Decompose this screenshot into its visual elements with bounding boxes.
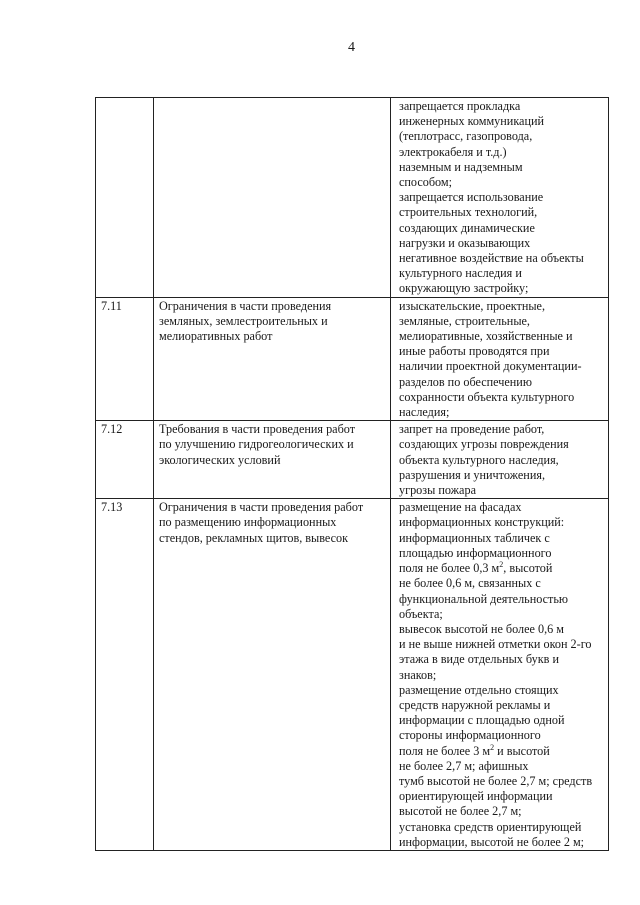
title-line: стендов, рекламных щитов, вывесок (159, 530, 349, 545)
content-line: создающих угрозы повреждения (399, 437, 569, 452)
row-title-cell (154, 499, 391, 851)
restrictions-table (95, 97, 609, 851)
content-line: электрокабеля и т.д.) (399, 144, 507, 159)
row-number-cell: 7.11 (96, 297, 154, 421)
content-line: негативное воздействие на объекты (399, 251, 584, 266)
content-line: запрещается прокладка (399, 99, 521, 113)
content-line: вывесок высотой не более 0,6 м (399, 621, 564, 636)
table-row (96, 98, 609, 298)
table-row (96, 499, 609, 851)
content-line: информации с площадью одной (399, 713, 565, 728)
content-line: поля не более 3 $м^2$ и высотой (399, 742, 550, 758)
content-line: этажа в виде отдельных букв и (399, 652, 560, 667)
content-line: изыскательские, проектные, (399, 298, 546, 313)
content-line: наземным и надземным (399, 159, 523, 174)
table-row (96, 297, 609, 421)
content-line: размещение на фасадах (399, 500, 522, 515)
row-number-cell (96, 98, 154, 298)
title-line: Ограничения в части проведения (159, 298, 332, 313)
content-line: не более 2,7 м; афишных (399, 758, 529, 773)
row-title-cell (154, 421, 391, 499)
content-line: (теплотрасс, газопровода, (399, 129, 533, 144)
row-content-cell (391, 98, 609, 298)
content-line: ориентирующей информации (399, 789, 553, 804)
row-title-cell (154, 98, 391, 298)
title-line: по улучшению гидрогеологических и (159, 437, 354, 452)
content-line: создающих динамические (399, 220, 535, 235)
content-line: не более 0,6 м, связанных с (399, 576, 541, 591)
row-number-cell: 7.13 (96, 499, 154, 851)
row-content-cell (391, 499, 609, 851)
content-line: высотой не более 2,7 м; (399, 804, 522, 819)
content-line: культурного наследия и (399, 266, 522, 281)
row-content-cell (391, 421, 609, 499)
title-line: экологических условий (159, 452, 281, 467)
row-title-cell (154, 297, 391, 421)
content-line: стороны информационного (399, 728, 541, 743)
table-row (96, 421, 609, 499)
content-line: запрет на проведение работ, (399, 422, 545, 437)
content-line: поля не более 0,3 $м^2$, высотой (399, 560, 553, 576)
content-line: наличии проектной документации- (399, 359, 582, 374)
title-line: земляных, землестроительных и (159, 313, 328, 328)
row-number-cell: 7.12 (96, 421, 154, 499)
title-line: мелиоративных работ (159, 329, 273, 344)
content-line: земляные, строительные, (399, 313, 530, 328)
content-line: средств наружной рекламы и (399, 697, 551, 712)
content-line: способом; (399, 175, 452, 190)
content-line: размещение отдельно стоящих (399, 682, 559, 697)
content-line: угрозы пожара (399, 483, 476, 498)
content-line: строительных технологий, (399, 205, 538, 220)
content-line: окружающую застройку; (399, 281, 529, 296)
content-line: запрещается использование (399, 190, 544, 205)
content-line: объекта культурного наследия, (399, 452, 559, 467)
content-line: информационных конструкций: (399, 515, 565, 530)
content-line: функциональной деятельностью (399, 591, 569, 606)
content-line: знаков; (399, 667, 437, 682)
content-line: информационных табличек с (399, 530, 550, 545)
content-line: разделов по обеспечению (399, 374, 532, 389)
row-content-cell (391, 297, 609, 421)
content-line: площадью информационного (399, 545, 552, 560)
content-line: наследия; (399, 405, 450, 420)
content-line: иные работы проводятся при (399, 344, 550, 359)
title-line: Ограничения в части проведения работ (159, 500, 364, 515)
content-line: объекта; (399, 606, 443, 621)
page-number: 4 (348, 40, 355, 55)
content-line: сохранности объекта культурного (399, 389, 575, 404)
content-line: разрушения и уничтожения, (399, 467, 545, 482)
title-line: Требования в части проведения работ (159, 422, 356, 437)
content-line: нагрузки и оказывающих (399, 235, 531, 250)
content-line: мелиоративные, хозяйственные и (399, 329, 573, 344)
content-line: инженерных коммуникаций (399, 114, 545, 129)
content-line: тумб высотой не более 2,7 м; средств (399, 773, 593, 788)
content-line: и не выше нижней отметки окон 2-го (399, 637, 592, 652)
content-line: информации, высотой не более 2 м; (399, 834, 585, 849)
title-line: по размещению информационных (159, 515, 337, 530)
content-line: установка средств ориентирующей (399, 819, 582, 834)
